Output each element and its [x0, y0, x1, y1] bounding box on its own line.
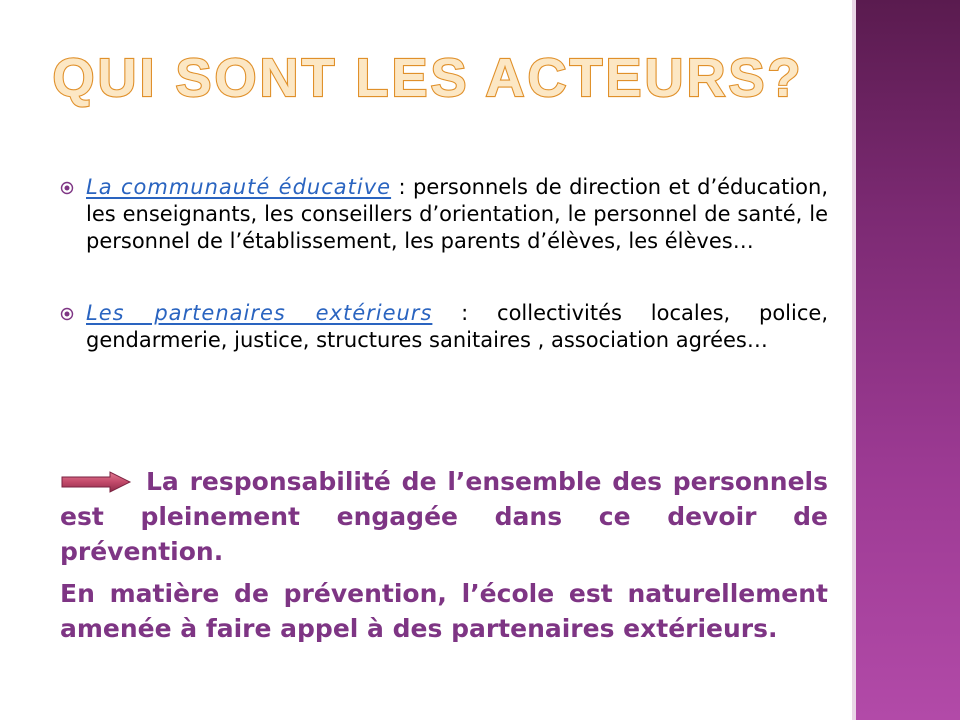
bullet-item-communaute	[58, 174, 828, 255]
slide-title-text: Qui sont les acteurs?	[52, 48, 804, 108]
slide-title	[0, 36, 856, 112]
responsibility-statement: La responsabilité de l’ensemble des personnels est pleinement engagée dans ce devoir de prévention.	[60, 467, 828, 566]
bullet-description: : collectivités locales, police, gendarmerie, justice, structures sanitaires , association agrées…	[86, 301, 828, 352]
decorative-sidebar	[856, 0, 960, 720]
slide-title-graphic	[52, 36, 804, 112]
bullet-term-link[interactable]: Les partenaires extérieurs	[86, 301, 433, 325]
bullet-term-link[interactable]: La communauté éducative	[86, 175, 392, 199]
circle-bullet-icon	[60, 181, 74, 195]
circle-bullet-icon	[60, 307, 74, 321]
bullet-description: : personnels de direction et d’éducation, les enseignants, les conseillers d’orientation, le personnel de santé, le personnel de l’établissement, les parents d’élèves, les élèves…	[86, 175, 828, 253]
partners-statement: En matière de prévention, l’école est naturellement amenée à faire appel à des partenaires extérieurs.	[60, 579, 828, 643]
bullet-list	[58, 174, 828, 399]
bullet-item-partenaires	[58, 300, 828, 354]
